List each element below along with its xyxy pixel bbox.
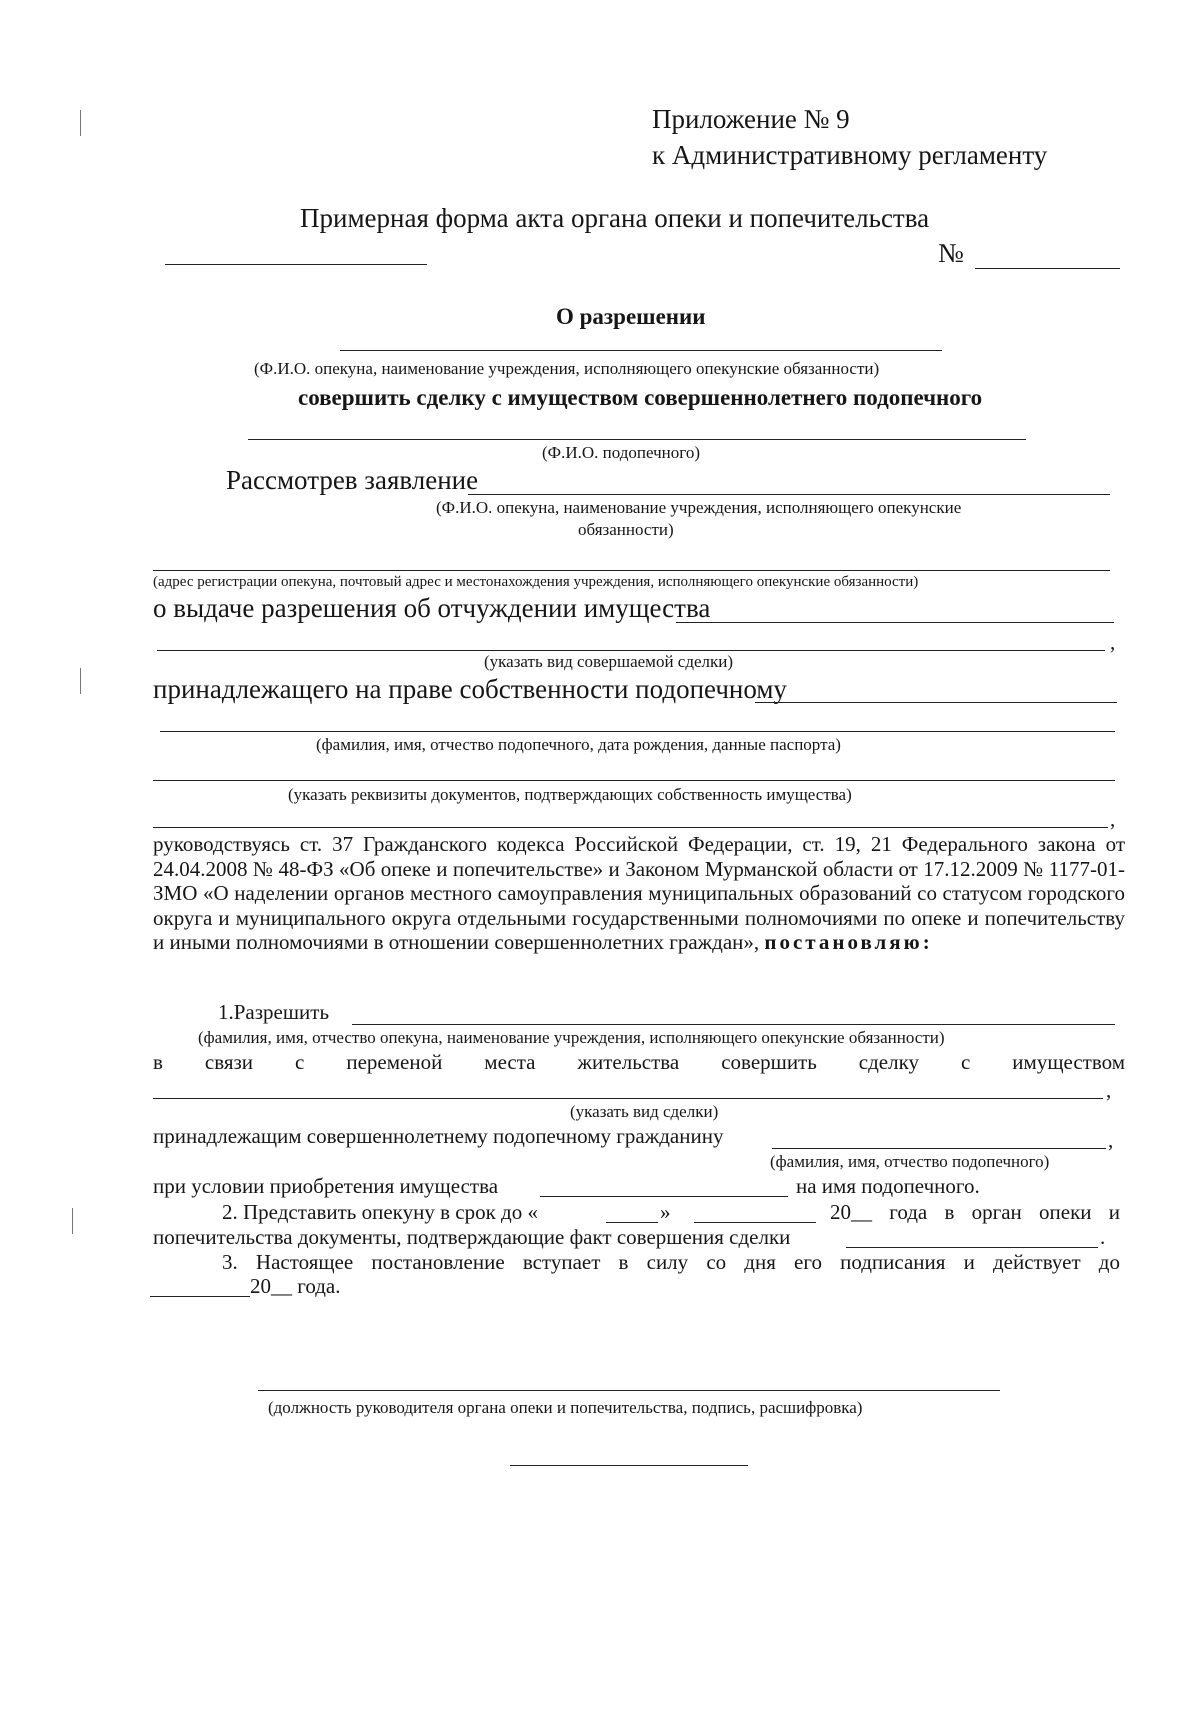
guardian-fio-blank (340, 350, 942, 351)
ownership-docs-blank (153, 780, 1115, 781)
item1-belonging: принадлежащим совершеннолетнему подопечному гражданину (153, 1124, 724, 1148)
ward-data-caption: (фамилия, имя, отчество подопечного, дата рождения, данные паспорта) (316, 735, 841, 754)
signatory-caption: (должность руководителя органа опеки и попечительства, подпись, расшифровка) (268, 1398, 863, 1417)
item1-label: 1.Разрешить (218, 1000, 330, 1024)
application-blank (468, 494, 1110, 495)
item3-text-b: 20__ года. (250, 1274, 341, 1298)
scan-artifact (80, 668, 81, 694)
item3-text-a: 3. Настоящее постановление вступает в силу со дня его подписания и действует до (222, 1250, 1120, 1274)
legal-basis-text: руководствуясь ст. 37 Гражданского кодекса Российской Федерации, ст. 19, 21 Федерального закона от 24.04.2008 № 48-ФЗ «Об опеке и попечительстве» и Законом Мурманской области от 17.12.2009 № 1177-01-ЗМО «О наделении органов местного самоуправления муниципальных образований со статусом городского округа и муниципального округа отдельными государственными полномочиями по опеке и попечительству и иными полномочиями в отношении совершеннолетних граждан», (153, 832, 1125, 954)
item1-citizen-blank (772, 1148, 1106, 1149)
item2-month-blank (694, 1222, 816, 1223)
item2-day-blank (606, 1222, 658, 1223)
item1-condition-a: при условии приобретения имущества (153, 1174, 499, 1198)
item1-reason: в связи с переменой места жительства совершить сделку с имуществом (153, 1050, 1125, 1074)
guardian-fio-caption: (Ф.И.О. опекуна, наименование учреждения, исполняющего опекунские обязанности) (254, 359, 880, 378)
item1-guardian-blank (352, 1024, 1115, 1025)
permit-purpose: совершить сделку с имуществом совершеннолетнего подопечного (298, 385, 983, 410)
ownership-comma: , (1110, 807, 1116, 831)
considered-label: Рассмотрев заявление (226, 465, 479, 495)
item1-condition-b: на имя подопечного. (796, 1174, 980, 1198)
annex-number: Приложение № 9 (652, 104, 850, 134)
property-blank (676, 622, 1114, 623)
item1-guardian-caption: (фамилия, имя, отчество опекуна, наименование учреждения, исполняющего опекунские обязанности) (198, 1028, 945, 1047)
guardian-address-caption: (адрес регистрации опекуна, почтовый адрес и местонахождения учреждения, исполняющего опекунские обязанности) (153, 574, 919, 590)
number-sign: № (938, 238, 964, 268)
item2-text-c: 20__ года в орган опеки и (830, 1200, 1120, 1224)
item2-deal-blank (846, 1247, 1098, 1248)
guardian-fio-wrapped-caption: (Ф.И.О. опекуна, наименование учреждения, исполняющего опекунские (436, 498, 962, 517)
decree-word: постановляю: (764, 930, 933, 954)
deal-kind-comma: , (1106, 1078, 1112, 1102)
deal-type-caption: (указать вид совершаемой сделки) (484, 652, 734, 671)
owned-by-label: принадлежащего на праве собственности подопечному (153, 674, 787, 704)
ownership-extra-blank (153, 827, 1108, 828)
ward-data-blank (160, 731, 1115, 732)
form-title: Примерная форма акта органа опеки и попечительства (300, 203, 930, 233)
scan-artifact (80, 110, 81, 136)
ownership-docs-caption: (указать реквизиты документов, подтверждающих собственность имущества) (288, 785, 852, 804)
deal-type-blank (157, 650, 1105, 651)
item2-text-b: » (660, 1200, 671, 1224)
scan-artifact (72, 1208, 73, 1234)
item1-acquire-blank (540, 1196, 788, 1197)
item2-text-d: попечительства документы, подтверждающие факт совершения сделки (153, 1225, 791, 1249)
deal-kind-blank (153, 1098, 1103, 1099)
subject-title: О разрешении (556, 304, 706, 329)
annex-to: к Административному регламенту (652, 140, 1048, 170)
seal-date-blank (510, 1465, 748, 1466)
item3-date-blank (150, 1296, 250, 1297)
guardian-fio-wrapped-caption-2: обязанности) (578, 520, 674, 539)
ward-fio-blank (248, 439, 1026, 440)
ward-name-caption: (фамилия, имя, отчество подопечного) (770, 1152, 1050, 1171)
signature-blank (258, 1390, 1000, 1391)
guardian-address-blank (153, 570, 1110, 571)
date-blank (165, 264, 427, 265)
item2-text-a: 2. Представить опекуну в срок до « (222, 1200, 538, 1224)
owner-blank (755, 702, 1117, 703)
ward-fio-caption: (Ф.И.О. подопечного) (542, 443, 700, 462)
deal-type-comma: , (1110, 630, 1116, 654)
item2-end: . (1100, 1225, 1106, 1249)
item1-citizen-comma: , (1108, 1128, 1114, 1152)
deal-kind-caption: (указать вид сделки) (570, 1102, 719, 1121)
number-blank (975, 268, 1120, 269)
alienation-label: о выдаче разрешения об отчуждении имущества (153, 593, 711, 623)
legal-basis-paragraph (153, 832, 1125, 955)
